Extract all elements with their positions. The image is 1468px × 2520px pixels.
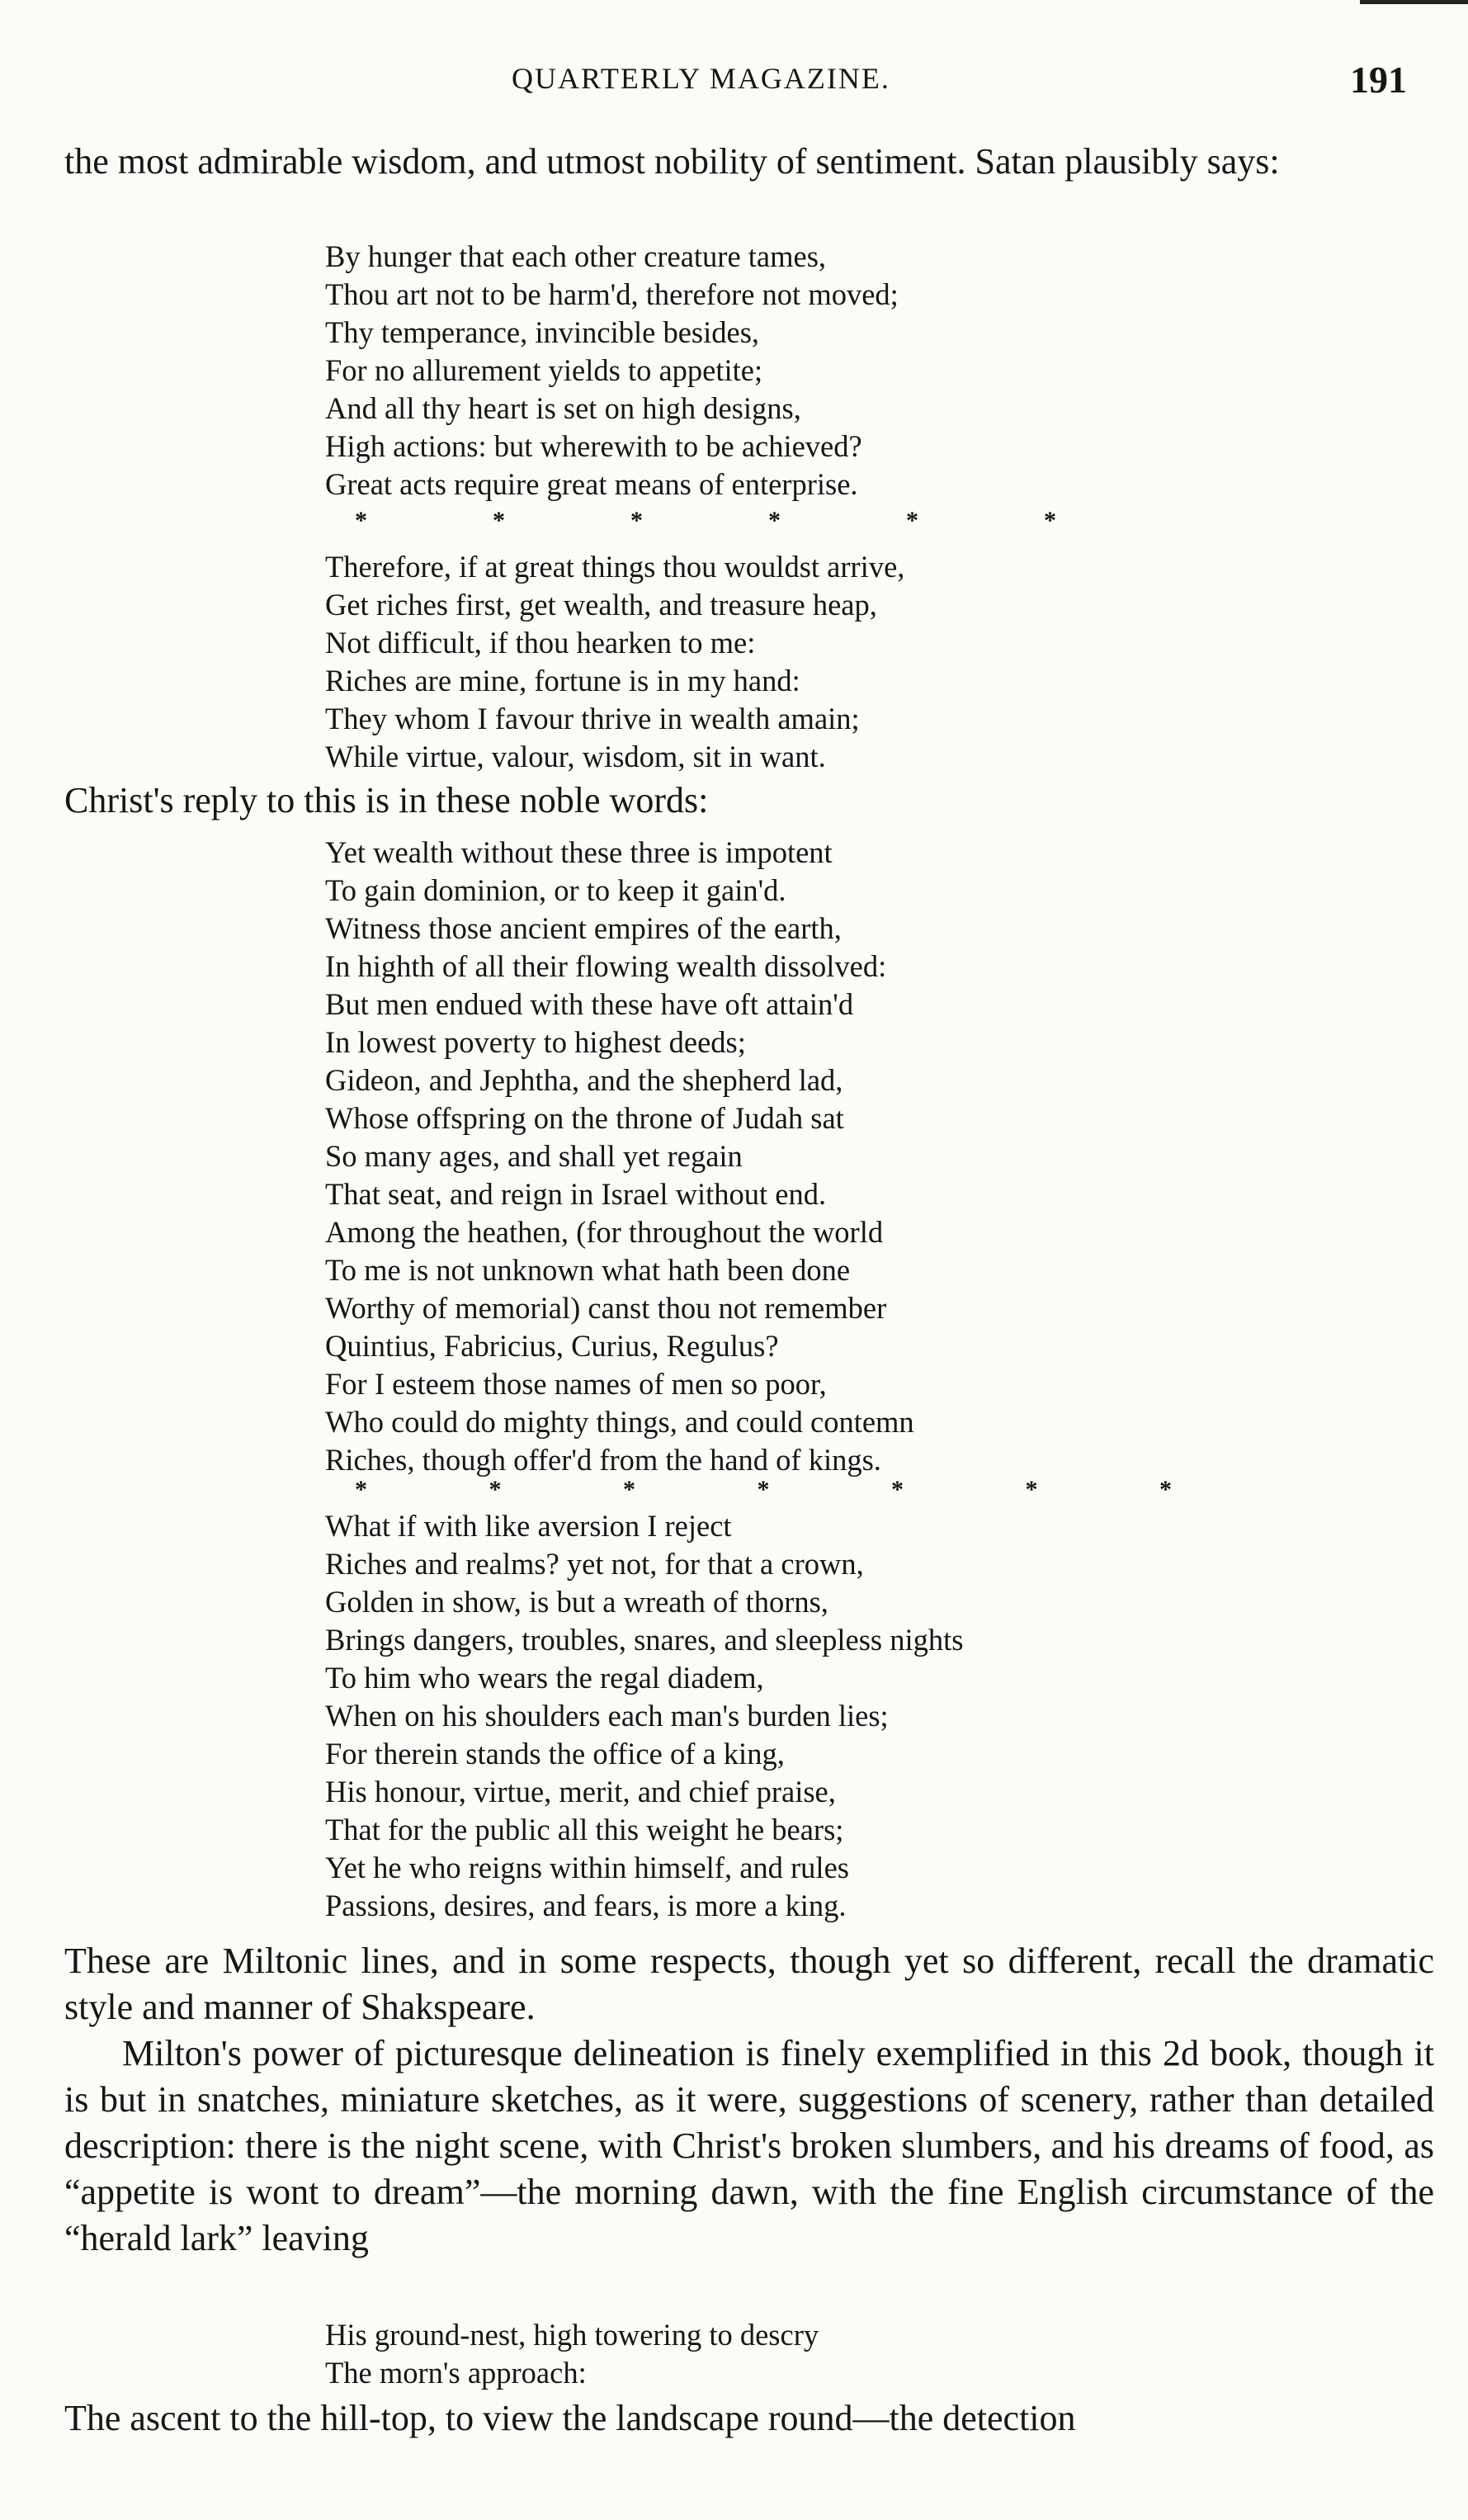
asterisk: * [623,1476,635,1503]
running-title: QUARTERLY MAGAZINE. [512,62,890,95]
verse-line: Golden in show, is but a wreath of thorns, [325,1585,828,1619]
verse-line: Gideon, and Jephtha, and the shepherd lad, [325,1063,843,1097]
verse-line: His honour, virtue, merit, and chief praise, [325,1775,836,1808]
asterisk: * [891,1476,904,1503]
verse-line: Thou art not to be harm'd, therefore not moved; [325,277,899,311]
verse-line: His ground-nest, high towering to descry [325,2318,819,2352]
verse-line: Thy temperance, invincible besides, [325,315,760,349]
paragraph-miltonic: These are Miltonic lines, and in some respects, though yet so different, recall the dramatic style and manner of Shakspeare. [64,1941,1434,2027]
verse-line: Riches are mine, fortune is in my hand: [325,664,800,697]
paragraph-text: Milton's power of picturesque delineation is finely exemplified in this 2d book, though it is but in snatches, miniature sketches, as it were, suggestions of scenery, rather than detailed description: there is the night scene, with Christ's broken slumbers, and his dreams of food, as “appetite is wont to dream”—the morning dawn, with the fine English circumstance of the “herald lark” leaving [64,2033,1434,2258]
verse-line: Great acts require great means of enterprise. [325,467,858,501]
verse-line: What if with like aversion I reject [325,1509,732,1543]
verse-satan-2 [325,548,1439,776]
verse-line: To me is not unknown what hath been done [325,1253,851,1287]
verse-line: Worthy of memorial) canst thou not remember [325,1291,887,1325]
verse-line: Riches, though offer'd from the hand of kings. [325,1443,881,1477]
asterisk: * [757,1476,770,1503]
asterisk: * [630,507,643,534]
verse-line: Brings dangers, troubles, snares, and sleepless nights [325,1623,964,1657]
verse-line: Riches and realms? yet not, for that a crown, [325,1547,864,1581]
verse-line: Among the heathen, (for throughout the world [325,1215,884,1249]
asterisk: * [355,507,367,534]
verse-line: For therein stands the office of a king, [325,1737,785,1771]
verse-line: Yet wealth without these three is impotent [325,835,833,869]
top-rule [1360,0,1468,4]
verse-line: And all thy heart is set on high designs, [325,391,801,425]
verse-line: In highth of all their flowing wealth dissolved: [325,949,887,983]
asterisk-divider [355,507,1056,540]
paragraph-intro: the most admirable wisdom, and utmost nobility of sentiment. Satan plausibly says: [64,141,1280,182]
verse-line: The morn's approach: [325,2356,587,2390]
asterisk: * [1159,1476,1172,1503]
verse-line: For I esteem those names of men so poor, [325,1367,827,1401]
verse-line: Quintius, Fabricius, Curius, Regulus? [325,1329,779,1363]
asterisk-divider [355,1476,1172,1509]
verse-line: By hunger that each other creature tames, [325,239,827,273]
page-number: 191 [1350,59,1407,101]
asterisk: * [355,1476,367,1503]
verse-line: For no allurement yields to appetite; [325,353,763,387]
verse-line: Witness those ancient empires of the earth, [325,911,842,945]
verse-christ-1 [325,834,1439,1479]
verse-line: Who could do mighty things, and could contemn [325,1405,914,1439]
verse-satan-1 [325,238,1439,504]
verse-line: While virtue, valour, wisdom, sit in want. [325,740,826,773]
verse-line: Get riches first, get wealth, and treasure heap, [325,588,877,622]
asterisk: * [1044,507,1056,534]
verse-line: To gain dominion, or to keep it gain'd. [325,873,786,907]
verse-line: Whose offspring on the throne of Judah sat [325,1101,844,1135]
verse-line: When on his shoulders each man's burden lies; [325,1699,889,1733]
verse-line: Therefore, if at great things thou wouldst arrive, [325,550,905,584]
verse-line: Passions, desires, and fears, is more a king. [325,1889,847,1922]
verse-line: That seat, and reign in Israel without end. [325,1177,827,1211]
asterisk: * [906,507,918,534]
verse-line: High actions: but wherewith to be achieved? [325,429,862,463]
verse-line: So many ages, and shall yet regain [325,1139,743,1173]
paragraph-ascent: The ascent to the hill-top, to view the landscape round—the detection [64,2398,1076,2438]
asterisk: * [1025,1476,1038,1503]
verse-line: Yet he who reigns within himself, and rules [325,1851,849,1884]
verse-line: That for the public all this weight he bears; [325,1813,844,1846]
verse-line: Not difficult, if thou hearken to me: [325,626,756,660]
verse-line: But men endued with these have oft attain'd [325,987,854,1021]
verse-line: They whom I favour thrive in wealth amain; [325,702,860,735]
verse-herald-lark [325,2316,1439,2392]
page-header [0,58,1468,107]
asterisk: * [493,507,505,534]
verse-christ-2 [325,1507,1439,1925]
verse-line: To him who wears the regal diadem, [325,1661,764,1695]
verse-line: In lowest poverty to highest deeds; [325,1025,746,1059]
asterisk: * [489,1476,502,1503]
paragraph-picturesque [64,2031,1434,2262]
paragraph-christ-reply: Christ's reply to this is in these noble words: [64,780,709,820]
asterisk: * [768,507,781,534]
